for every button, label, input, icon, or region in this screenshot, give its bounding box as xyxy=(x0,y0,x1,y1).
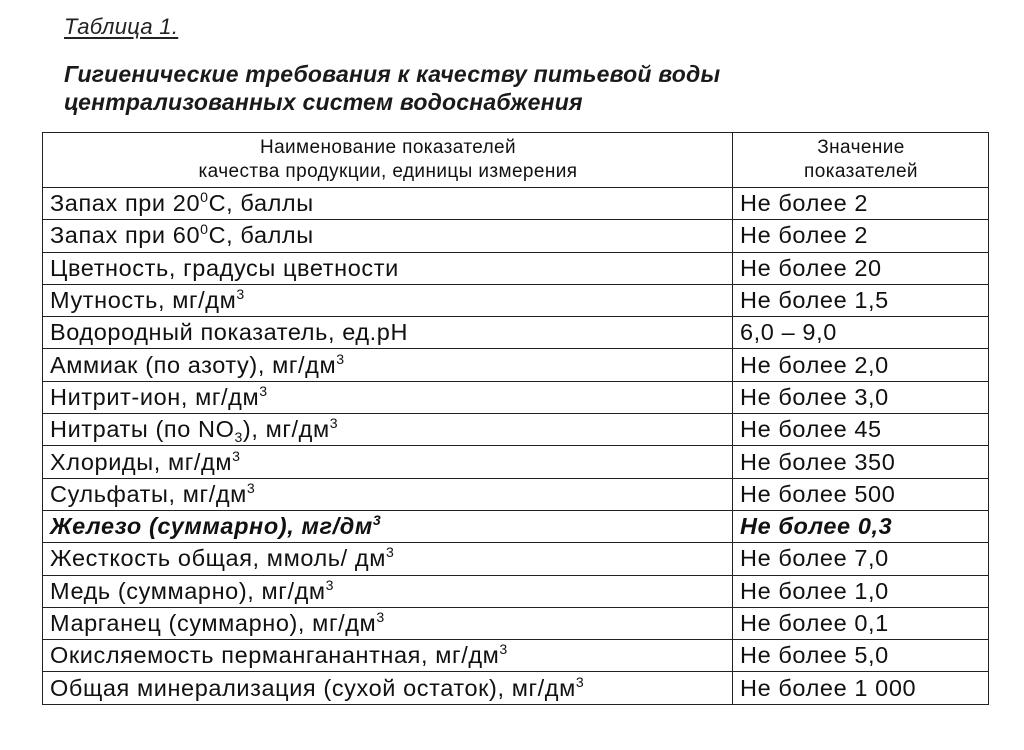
indicator-value-cell: Не более 45 xyxy=(733,414,989,446)
indicator-value-cell: 6,0 – 9,0 xyxy=(733,317,989,349)
header-name-line-2: качества продукции, единицы измерения xyxy=(198,161,578,182)
indicator-name-cell xyxy=(43,575,733,607)
table-row xyxy=(43,672,989,704)
indicator-name-text: Запах при 60 xyxy=(50,222,201,249)
table-row xyxy=(43,446,989,478)
superscript: 3 xyxy=(376,608,385,625)
table-row xyxy=(43,188,989,220)
indicator-name-text: Марганец (суммарно), мг/дм xyxy=(50,610,377,636)
indicator-name-text: Запах при 20 xyxy=(50,190,201,217)
indicator-name-text: С, баллы xyxy=(208,222,314,249)
table-caption: Таблица 1. xyxy=(64,14,179,39)
indicator-name-text: Нитрит-ион, мг/дм xyxy=(50,383,260,410)
indicator-name-text: Нитраты (по NO xyxy=(50,416,235,443)
indicator-value-cell: Не более 1 000 xyxy=(733,672,989,704)
indicator-name-cell xyxy=(43,349,733,381)
indicator-name-text: ), мг/дм xyxy=(242,416,330,443)
indicator-value-cell: Не более 350 xyxy=(733,446,989,478)
indicator-name-cell xyxy=(43,220,733,252)
indicator-name-text: Общая минерализация (сухой остаток), мг/дм xyxy=(50,674,576,701)
indicator-name-cell xyxy=(43,317,733,349)
table-row xyxy=(43,381,989,413)
indicator-name-text: Медь (суммарно), мг/дм xyxy=(50,577,326,604)
table-row xyxy=(43,414,989,446)
title-line-2: централизованных систем водоснабжения xyxy=(64,89,583,115)
indicator-value-cell: Не более 2 xyxy=(733,220,989,252)
indicator-name-cell xyxy=(43,446,733,478)
table-row xyxy=(43,349,989,381)
table-row xyxy=(43,543,989,575)
indicator-value-cell: Не более 7,0 xyxy=(733,543,989,575)
header-indicator-value xyxy=(733,133,989,188)
table-row xyxy=(43,284,989,316)
indicator-value-cell: Не более 500 xyxy=(733,478,989,510)
superscript: 3 xyxy=(575,673,585,690)
superscript: 3 xyxy=(325,576,335,593)
indicator-value-cell: Не более 1,0 xyxy=(733,575,989,607)
indicator-name-cell xyxy=(43,284,733,316)
superscript: 3 xyxy=(232,447,241,464)
indicator-name-text: Водородный показатель, ед.pH xyxy=(50,319,409,346)
table-row xyxy=(43,478,989,510)
indicator-name-cell xyxy=(43,640,733,672)
superscript: 3 xyxy=(499,641,508,658)
superscript: 3 xyxy=(385,544,395,561)
indicator-name-text: Мутность, мг/дм xyxy=(50,287,237,314)
indicator-name-cell xyxy=(43,543,733,575)
header-value-line-2: показателей xyxy=(804,161,918,182)
indicator-name-text: Цветность, градусы цветности xyxy=(50,254,399,281)
indicator-value-cell: Не более 0,3 xyxy=(733,510,989,542)
title-line-1: Гигиенические требования к качеству питьевой воды xyxy=(64,61,721,87)
indicator-name-cell xyxy=(43,672,733,704)
indicator-name-cell xyxy=(43,607,733,639)
indicator-name-cell xyxy=(43,188,733,220)
table-row xyxy=(43,607,989,639)
superscript: 0 xyxy=(200,221,209,238)
indicator-value-cell: Не более 1,5 xyxy=(733,284,989,316)
indicator-value-cell: Не более 2 xyxy=(733,188,989,220)
indicator-name-cell xyxy=(43,252,733,284)
indicator-name-text: Жесткость общая, ммоль/ дм xyxy=(50,545,386,572)
indicator-value-cell: Не более 20 xyxy=(733,252,989,284)
document-title xyxy=(64,60,964,116)
indicator-value-cell: Не более 2,0 xyxy=(733,349,989,381)
indicator-name-text: С, баллы xyxy=(208,190,314,217)
table-row xyxy=(43,252,989,284)
header-value-line-1: Значение xyxy=(817,137,905,158)
indicator-name-cell xyxy=(43,414,733,446)
superscript: 0 xyxy=(200,188,209,205)
indicator-value-cell: Не более 5,0 xyxy=(733,640,989,672)
header-indicator-name xyxy=(43,133,733,188)
table-row xyxy=(43,510,989,542)
table-row xyxy=(43,220,989,252)
superscript: 3 xyxy=(329,415,339,432)
table-body xyxy=(43,188,989,705)
indicator-value-cell: Не более 0,1 xyxy=(733,607,989,639)
indicator-name-text: Хлориды, мг/дм xyxy=(50,448,233,475)
table-row xyxy=(43,317,989,349)
superscript: 3 xyxy=(372,511,382,528)
superscript: 3 xyxy=(336,350,345,367)
water-quality-table xyxy=(42,132,989,705)
indicator-name-cell xyxy=(43,510,733,542)
header-name-line-1: Наименование показателей xyxy=(259,137,517,158)
indicator-name-cell xyxy=(43,381,733,413)
subscript: 3 xyxy=(234,429,243,446)
table-row xyxy=(43,640,989,672)
indicator-name-text: Железо (суммарно), мг/дм xyxy=(50,513,373,540)
superscript: 3 xyxy=(246,479,256,496)
indicator-value-cell: Не более 3,0 xyxy=(733,381,989,413)
indicator-name-cell xyxy=(43,478,733,510)
header-row xyxy=(43,133,989,188)
indicator-name-text: Аммиак (по азоту), мг/дм xyxy=(50,351,337,378)
indicator-name-text: Сульфаты, мг/дм xyxy=(50,480,247,507)
superscript: 3 xyxy=(236,285,245,302)
superscript: 3 xyxy=(259,382,268,399)
indicator-name-text: Окисляемость перманганантная, мг/дм xyxy=(50,642,500,669)
table-row xyxy=(43,575,989,607)
